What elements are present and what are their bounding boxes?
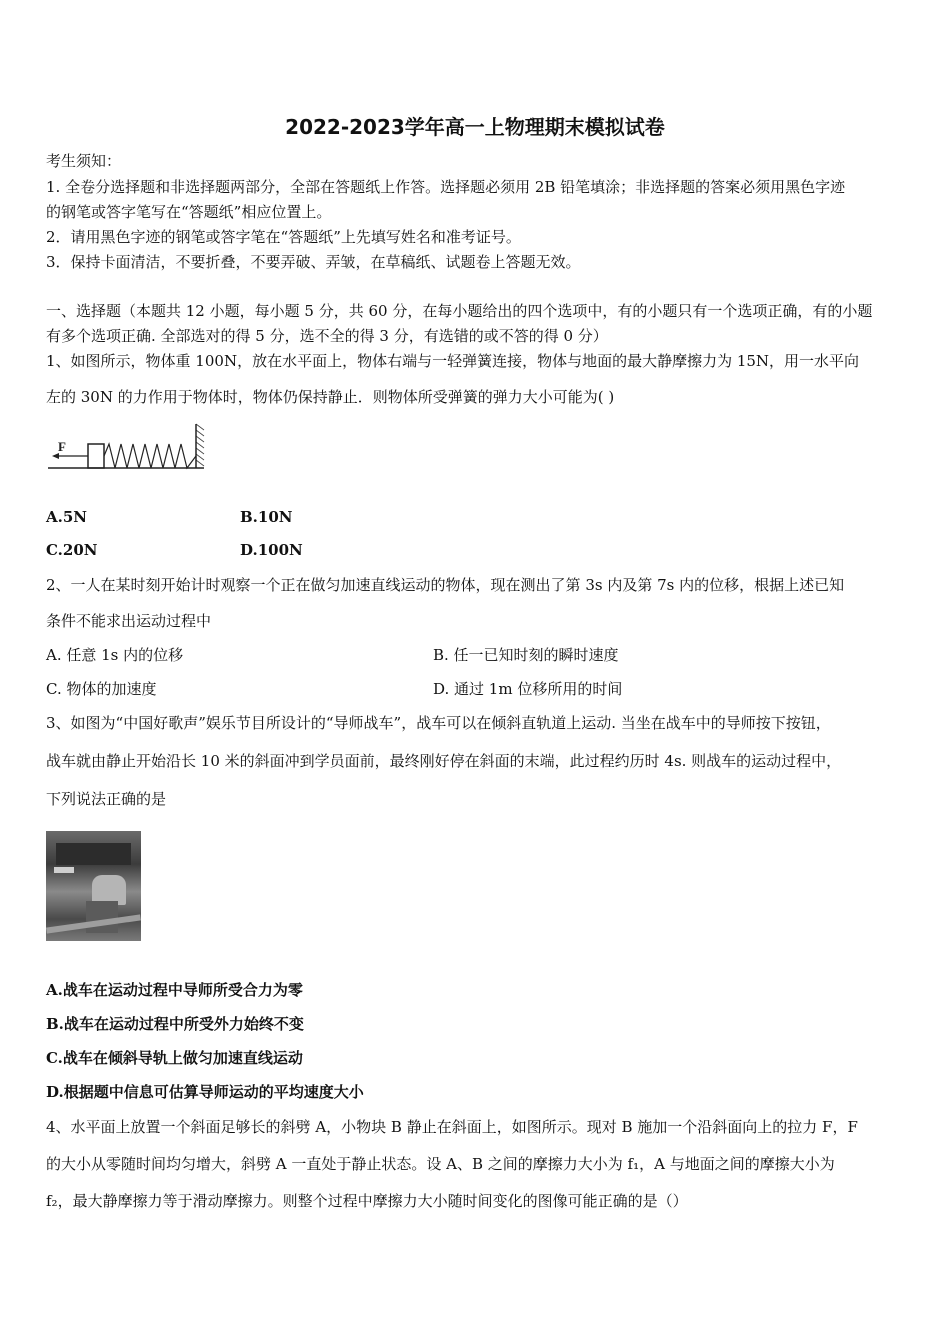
q2-option-a: A. 任意 1s 内的位移 xyxy=(46,646,184,664)
q1-option-d: D.100N xyxy=(240,541,303,559)
q3-option-b: B.战车在运动过程中所受外力始终不变 xyxy=(46,1015,304,1033)
notice-item-3: 3．保持卡面清洁，不要折叠，不要弄破、弄皱，在草稿纸、试题卷上答题无效。 xyxy=(46,253,581,271)
q3-stem: 3、如图为“中国好歌声”娱乐节目所设计的“导师战车”，战车可以在倾斜直轨道上运动. 当坐在战车中的导师按下按钮， xyxy=(46,714,831,732)
q2-option-c: C. 物体的加速度 xyxy=(46,680,157,698)
notice-item-2: 2．请用黑色字迹的钢笔或答字笔在“答题纸”上先填写姓名和准考证号。 xyxy=(46,228,521,246)
q1-stem-cont: 左的 30N 的力作用于物体时，物体仍保持静止．则物体所受弹簧的弹力大小可能为( ) xyxy=(46,388,615,406)
q3-stem-cont: 战车就由静止开始沿长 10 米的斜面冲到学员面前，最终刚好停在斜面的末端，此过程约历时 4s. 则战车的运动过程中， xyxy=(46,752,842,770)
q2-stem-cont: 条件不能求出运动过程中 xyxy=(46,612,212,630)
notice-heading: 考生须知： xyxy=(46,152,122,170)
q1-option-a: A.5N xyxy=(46,508,88,526)
q3-option-d: D.根据题中信息可估算导师运动的平均速度大小 xyxy=(46,1083,364,1101)
q2-stem: 2、一人在某时刻开始计时观察一个正在做匀加速直线运动的物体，现在测出了第 3s 内及第 7s 内的位移，根据上述已知 xyxy=(46,576,845,594)
q1-stem: 1、如图所示，物体重 100N，放在水平面上，物体右端与一轻弹簧连接，物体与地面的最大静摩擦力为 15N，用一水平向 xyxy=(46,352,860,370)
q3-option-c: C.战车在倾斜导轨上做匀加速直线运动 xyxy=(46,1049,303,1067)
q2-option-d: D. 通过 1m 位移所用的时间 xyxy=(433,680,623,698)
q1-option-c: C.20N xyxy=(46,541,98,559)
page-title: 2022-2023学年高一上物理期末模拟试卷 xyxy=(285,115,665,139)
section-heading: 一、选择题（本题共 12 小题，每小题 5 分，共 60 分，在每小题给出的四个选项中，有的小题只有一个选项正确，有的小题 xyxy=(46,302,873,320)
section-heading-cont: 有多个选项正确. 全部选对的得 5 分，选不全的得 3 分，有选错的或不答的得 0 分） xyxy=(46,327,608,345)
q4-stem-cont: 的大小从零随时间均匀增大，斜劈 A 一直处于静止状态。设 A、B 之间的摩擦力大小为 f₁，A 与地面之间的摩擦大小为 xyxy=(46,1155,835,1173)
notice-item-1: 1. 全卷分选择题和非选择题两部分，全部在答题纸上作答。选择题必须用 2B 铅笔填涂；非选择题的答案必须用黑色字迹 xyxy=(46,178,846,196)
q2-option-b: B. 任一已知时刻的瞬时速度 xyxy=(433,646,619,664)
q4-stem: 4、水平面上放置一个斜面足够长的斜劈 A，小物块 B 静止在斜面上，如图所示。现对 B 施加一个沿斜面向上的拉力 F，F xyxy=(46,1118,858,1136)
q1-option-b: B.10N xyxy=(240,508,293,526)
spring-block-figure xyxy=(46,422,210,474)
q3-stem-cont-2: 下列说法正确的是 xyxy=(46,790,167,808)
notice-item-1-cont: 的钢笔或答字笔写在“答题纸”相应位置上。 xyxy=(46,203,332,221)
force-label: F xyxy=(58,439,66,454)
q4-stem-cont-2: f₂，最大静摩擦力等于滑动摩擦力。则整个过程中摩擦力大小随时间变化的图像可能正确的是（） xyxy=(46,1192,688,1210)
tutor-chariot-photo xyxy=(46,831,141,941)
q3-option-a: A.战车在运动过程中导师所受合力为零 xyxy=(46,981,303,999)
